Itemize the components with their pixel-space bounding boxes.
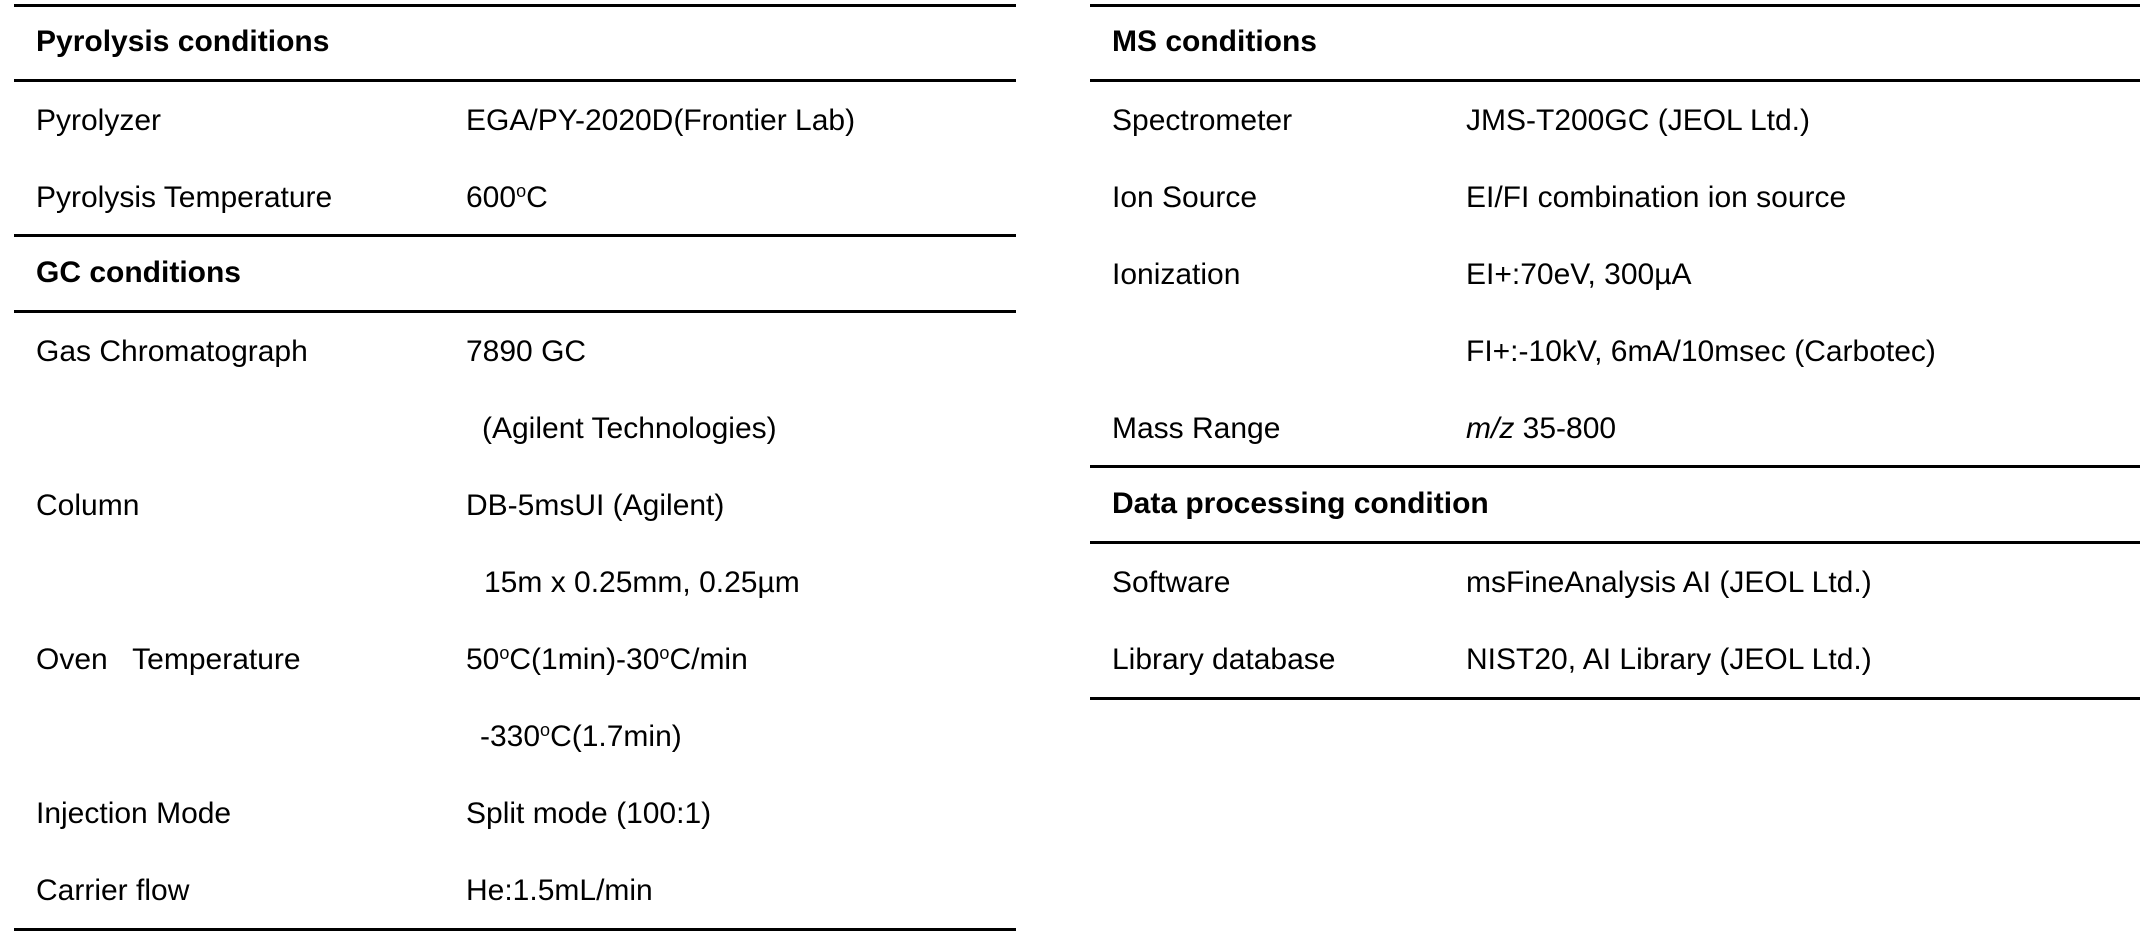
table-row (1090, 313, 2140, 390)
row-label: Mass Range (1112, 411, 1281, 445)
degree-mark: o (516, 180, 527, 201)
data-processing-header-row (1090, 467, 2140, 544)
row-label: Carrier flow (36, 873, 190, 907)
value-number: 600 (466, 180, 517, 214)
gc-header-row (14, 236, 1016, 313)
section-title: Data processing condition (1112, 487, 1489, 520)
bottom-rule (1090, 697, 2140, 700)
row-label: Spectrometer (1112, 103, 1293, 137)
row-value (1466, 412, 1616, 446)
table-row (14, 159, 1016, 236)
table-row (14, 390, 1016, 467)
value-part: C(1min)-30 (509, 642, 660, 676)
row-value: EI/FI combination ion source (1466, 180, 1847, 214)
row-label: Pyrolyzer (36, 103, 162, 137)
value-part: C/min (669, 642, 748, 676)
section-title: GC conditions (36, 256, 241, 289)
row-value (480, 720, 682, 754)
row-label: Oven Temperature (36, 642, 301, 676)
value-unit: C (526, 180, 548, 214)
bottom-rule (14, 928, 1016, 931)
degree-mark: o (659, 642, 670, 663)
row-label: Pyrolysis Temperature (36, 180, 333, 214)
row-value: EI+:70eV, 300µA (1466, 257, 1692, 291)
pyrolysis-header-row (14, 5, 1016, 82)
value-part: 50 (466, 642, 500, 676)
table-row (1090, 236, 2140, 313)
table-row (14, 698, 1016, 775)
table-row (1090, 82, 2140, 159)
table-row (14, 313, 1016, 390)
row-label: Gas Chromatograph (36, 334, 308, 368)
row-value: DB-5msUI (Agilent) (466, 488, 725, 522)
row-label: Ion Source (1112, 180, 1258, 214)
row-value: He:1.5mL/min (466, 873, 653, 907)
table-row (14, 775, 1016, 852)
table-row (1090, 159, 2140, 236)
row-value: msFineAnalysis AI (JEOL Ltd.) (1466, 565, 1872, 599)
table-row (1090, 621, 2140, 698)
ms-header-row (1090, 5, 2140, 82)
table-row (14, 467, 1016, 544)
row-label: Column (36, 488, 140, 522)
row-value: 15m x 0.25mm, 0.25µm (484, 565, 800, 599)
row-value: JMS-T200GC (JEOL Ltd.) (1466, 103, 1810, 137)
row-value: Split mode (100:1) (466, 796, 712, 830)
section-title: MS conditions (1112, 25, 1317, 58)
value-italic: m/z (1466, 411, 1515, 445)
row-label: Ionization (1112, 257, 1241, 291)
row-value: FI+:-10kV, 6mA/10msec (Carbotec) (1466, 334, 1936, 368)
row-value (466, 643, 748, 677)
degree-mark: o (540, 719, 551, 740)
value-part: C(1.7min) (550, 719, 682, 753)
value-part: -330 (480, 719, 541, 753)
row-label: Injection Mode (36, 796, 232, 830)
table-row (14, 621, 1016, 698)
table-row (14, 82, 1016, 159)
row-value: 7890 GC (466, 334, 587, 368)
row-label: Library database (1112, 642, 1336, 676)
row-value: (Agilent Technologies) (482, 411, 777, 445)
table-row (14, 544, 1016, 621)
row-value (466, 181, 548, 215)
table-row (1090, 390, 2140, 467)
row-label: Software (1112, 565, 1231, 599)
degree-mark: o (499, 642, 510, 663)
row-value: NIST20, AI Library (JEOL Ltd.) (1466, 642, 1872, 676)
row-value: EGA/PY-2020D(Frontier Lab) (466, 103, 856, 137)
table-row (1090, 544, 2140, 621)
table-row (14, 852, 1016, 929)
value-rest: 35-800 (1514, 411, 1617, 445)
section-title: Pyrolysis conditions (36, 25, 330, 58)
